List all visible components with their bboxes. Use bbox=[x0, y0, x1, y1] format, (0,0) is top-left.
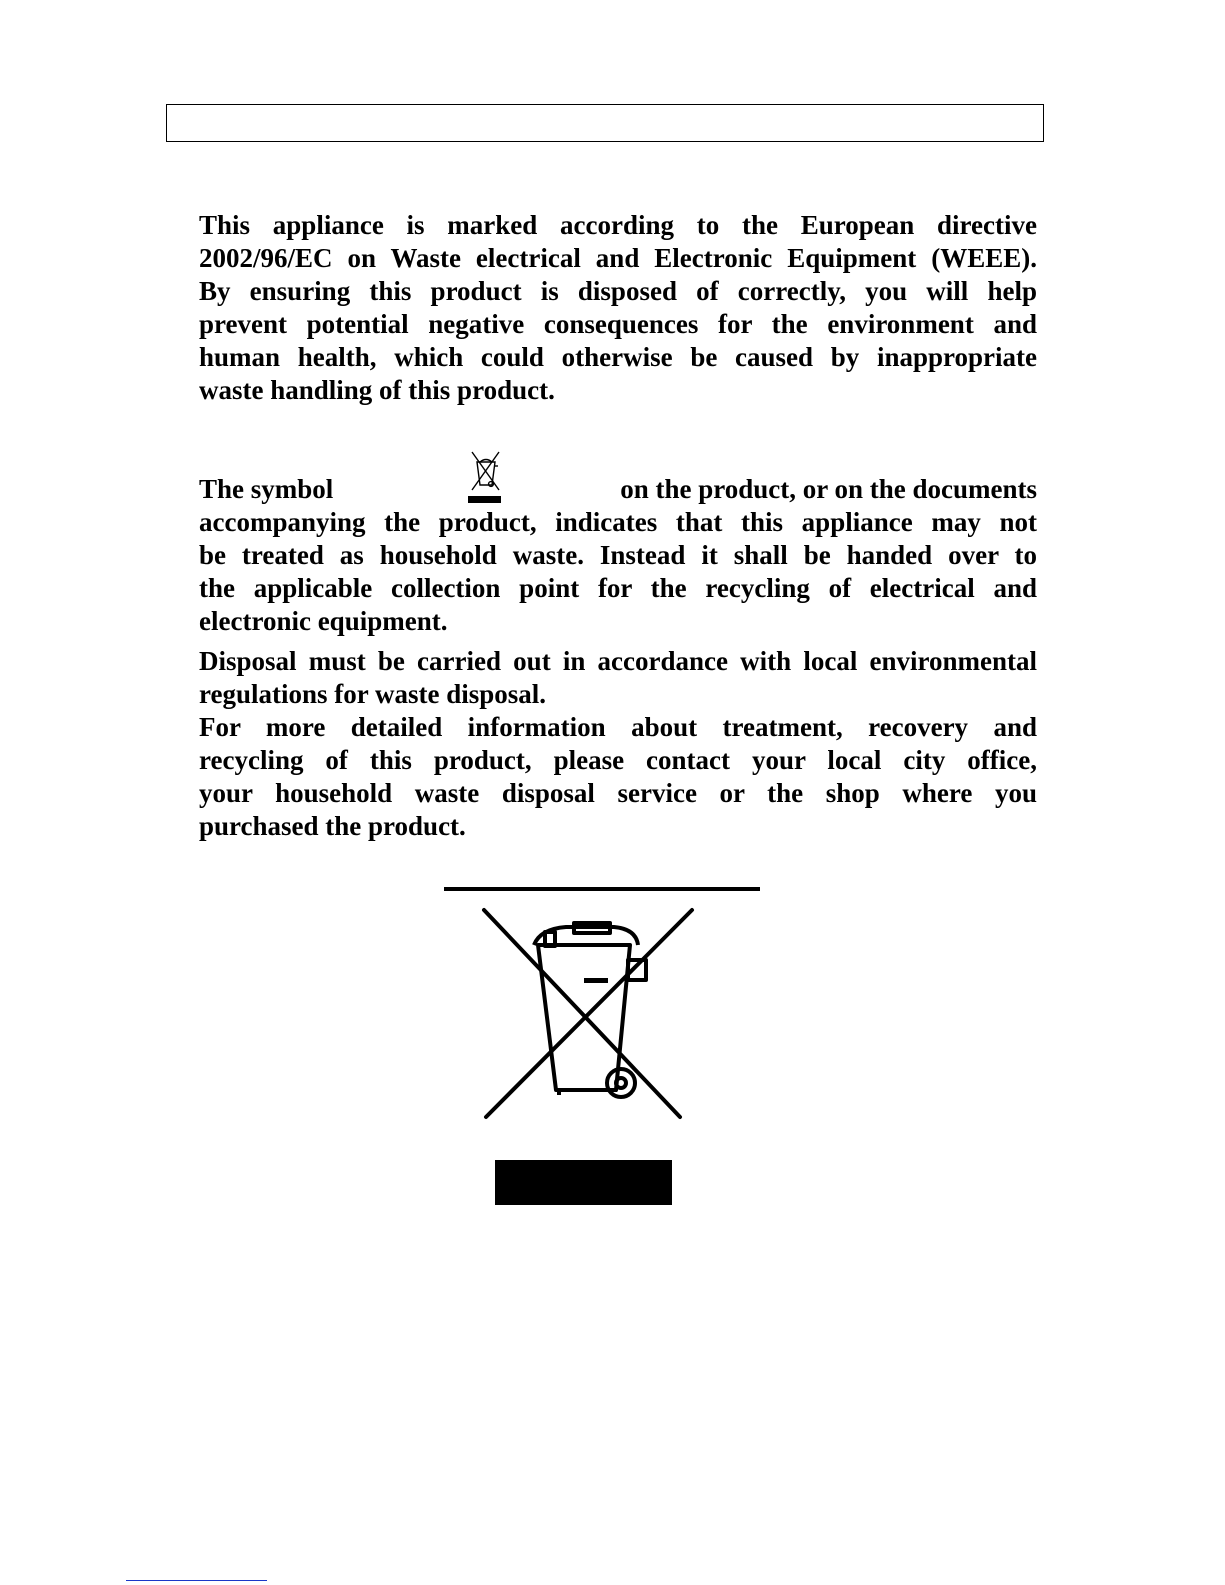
weee-crossed-out-wheelie-bin-icon bbox=[444, 885, 762, 1215]
paragraph-line: prevent potential negative consequences for the environment and bbox=[199, 309, 1037, 339]
paragraph-line: accompanying the product, indicates that this appliance may not bbox=[199, 507, 1037, 537]
paragraph-line: purchased the product. bbox=[199, 811, 466, 841]
weee-intro-paragraph bbox=[199, 209, 1037, 407]
paragraph-line: your household waste disposal service or the shop where you bbox=[199, 778, 1037, 808]
symbol-line bbox=[199, 450, 1037, 506]
paragraph-line: recycling of this product, please contact your local city office, bbox=[199, 745, 1037, 775]
symbol-suffix-text: on the product, or on the documents bbox=[620, 474, 1037, 504]
paragraph-line: For more detailed information about treatment, recovery and bbox=[199, 712, 1037, 742]
paragraph-line: By ensuring this product is disposed of correctly, you will help bbox=[199, 276, 1037, 306]
paragraph-line: waste handling of this product. bbox=[199, 375, 555, 405]
paragraph-line: human health, which could otherwise be caused by inappropriate bbox=[199, 342, 1037, 372]
symbol-explanation-paragraph bbox=[199, 450, 1037, 638]
disposal-instructions-paragraph bbox=[199, 645, 1037, 843]
paragraph-line: Disposal must be carried out in accordance with local environmental bbox=[199, 646, 1037, 676]
header-box bbox=[166, 104, 1044, 142]
paragraph-line: This appliance is marked according to the European directive bbox=[199, 210, 1037, 240]
crossed-out-wheelie-bin-icon bbox=[466, 450, 506, 506]
paragraph-line: electronic equipment. bbox=[199, 606, 448, 636]
paragraph-line: regulations for waste disposal. bbox=[199, 679, 547, 709]
symbol-prefix-text: The symbol bbox=[199, 474, 334, 504]
paragraph-line: be treated as household waste. Instead it shall be handed over to bbox=[199, 540, 1037, 570]
paragraph-line: 2002/96/EC on Waste electrical and Electronic Equipment (WEEE). bbox=[199, 243, 1037, 273]
paragraph-line: the applicable collection point for the recycling of electrical and bbox=[199, 573, 1037, 603]
bottom-link-underline bbox=[126, 1580, 267, 1581]
